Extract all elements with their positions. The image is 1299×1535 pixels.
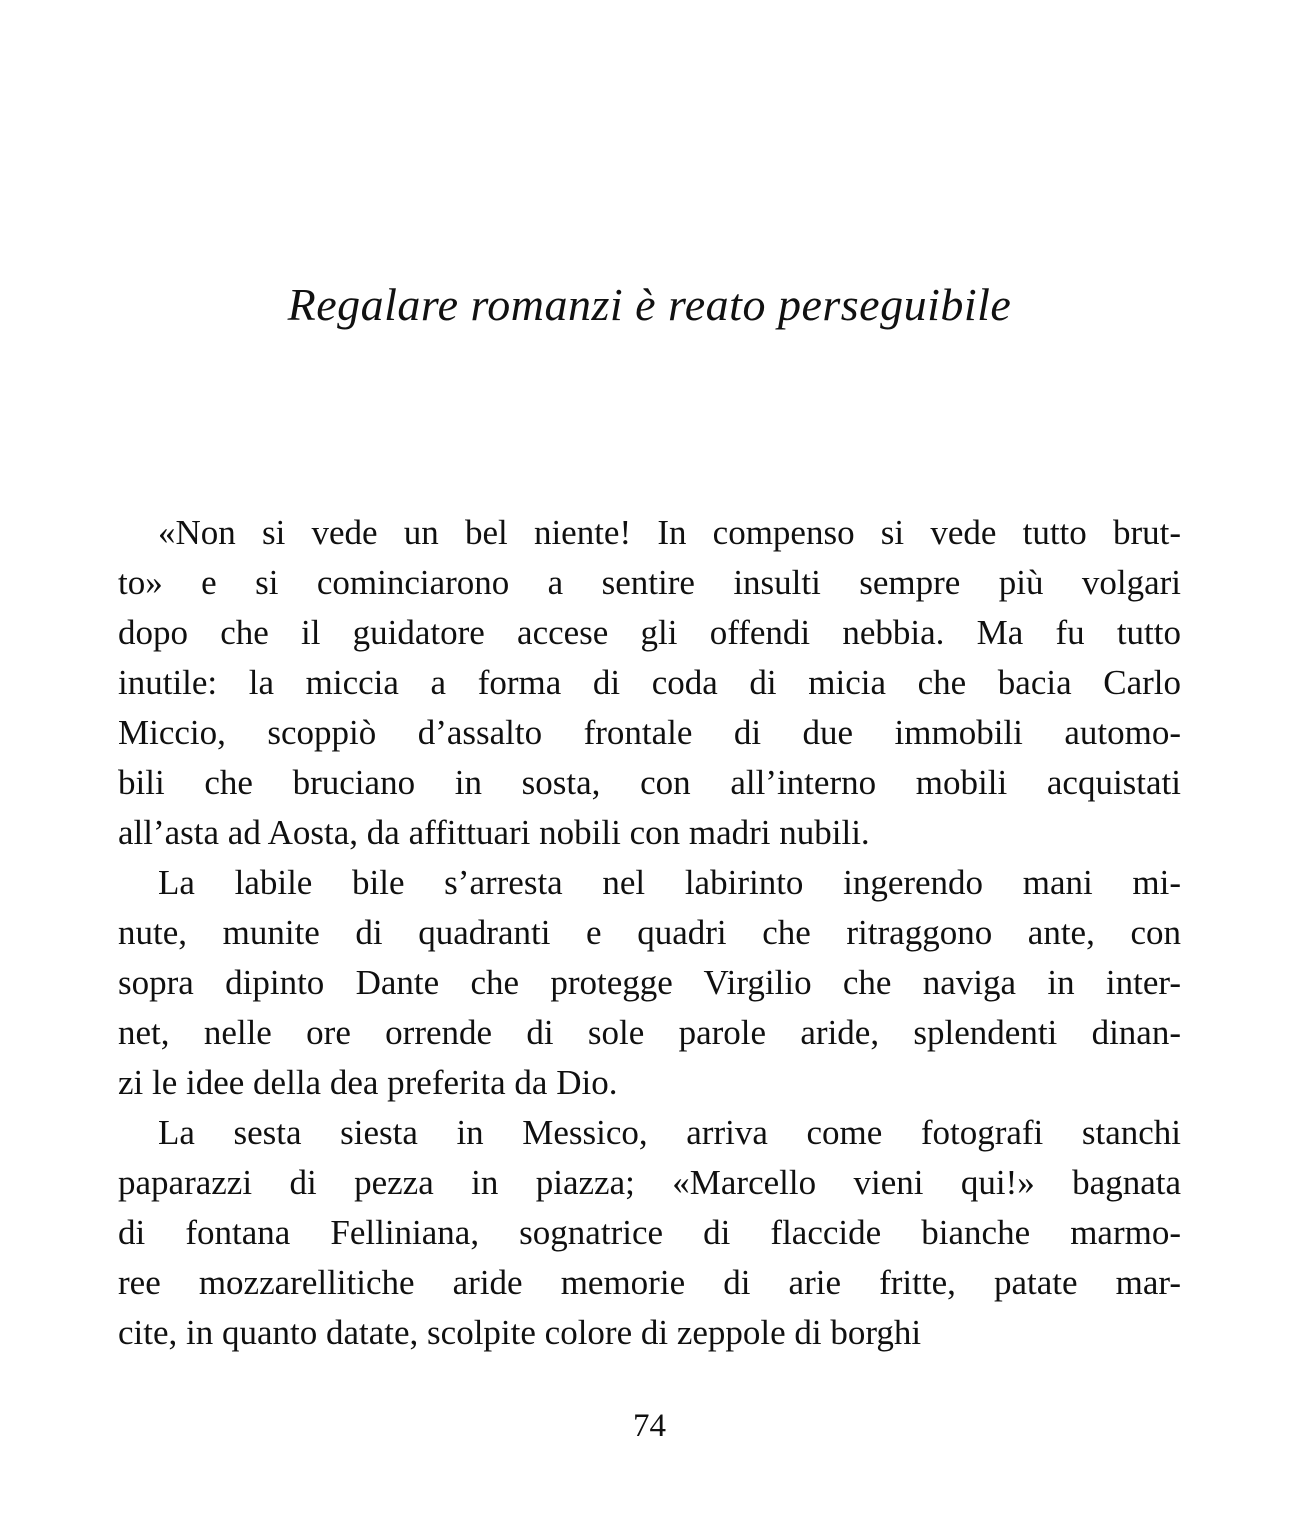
text-line: inutile: la miccia a forma di coda di micia che bacia Carlo: [118, 663, 1181, 702]
text-line: paparazzi di pezza in piazza; «Marcello vieni qui!» bagnata: [118, 1163, 1181, 1202]
text-line: all’asta ad Aosta, da affittuari nobili con madri nubili.: [118, 813, 870, 852]
text-line: ree mozzarellitiche aride memorie di arie fritte, patate mar-: [118, 1263, 1181, 1302]
text-line: dopo che il guidatore accese gli offendi nebbia. Ma fu tutto: [118, 613, 1181, 652]
text-line: cite, in quanto datate, scolpite colore di zeppole di borghi: [118, 1313, 922, 1352]
text-line: to» e si cominciarono a sentire insulti sempre più volgari: [118, 563, 1181, 602]
text-line: Miccio, scoppiò d’assalto frontale di due immobili automo-: [118, 713, 1181, 752]
paragraph: [118, 508, 1181, 858]
text-line: sopra dipinto Dante che protegge Virgilio che naviga in inter-: [118, 963, 1181, 1002]
text-line: net, nelle ore orrende di sole parole aride, splendenti dinan-: [118, 1013, 1181, 1052]
chapter-title: Regalare romanzi è reato perseguibile: [287, 279, 1012, 330]
text-line: bili che bruciano in sosta, con all’interno mobili acquistati: [118, 763, 1181, 802]
text-line: «Non si vede un bel niente! In compenso si vede tutto brut-: [158, 513, 1181, 552]
paragraph: [118, 1108, 1181, 1358]
text-line: La labile bile s’arresta nel labirinto ingerendo mani mi-: [158, 863, 1181, 902]
text-line: di fontana Felliniana, sognatrice di flaccide bianche marmo-: [118, 1213, 1181, 1252]
page-number: 74: [633, 1408, 666, 1444]
text-line: nute, munite di quadranti e quadri che ritraggono ante, con: [118, 913, 1181, 952]
text-line: zi le idee della dea preferita da Dio.: [118, 1063, 618, 1102]
text-line: La sesta siesta in Messico, arriva come fotografi stanchi: [158, 1113, 1181, 1152]
paragraph: [118, 858, 1181, 1108]
page-body: [118, 508, 1181, 1358]
